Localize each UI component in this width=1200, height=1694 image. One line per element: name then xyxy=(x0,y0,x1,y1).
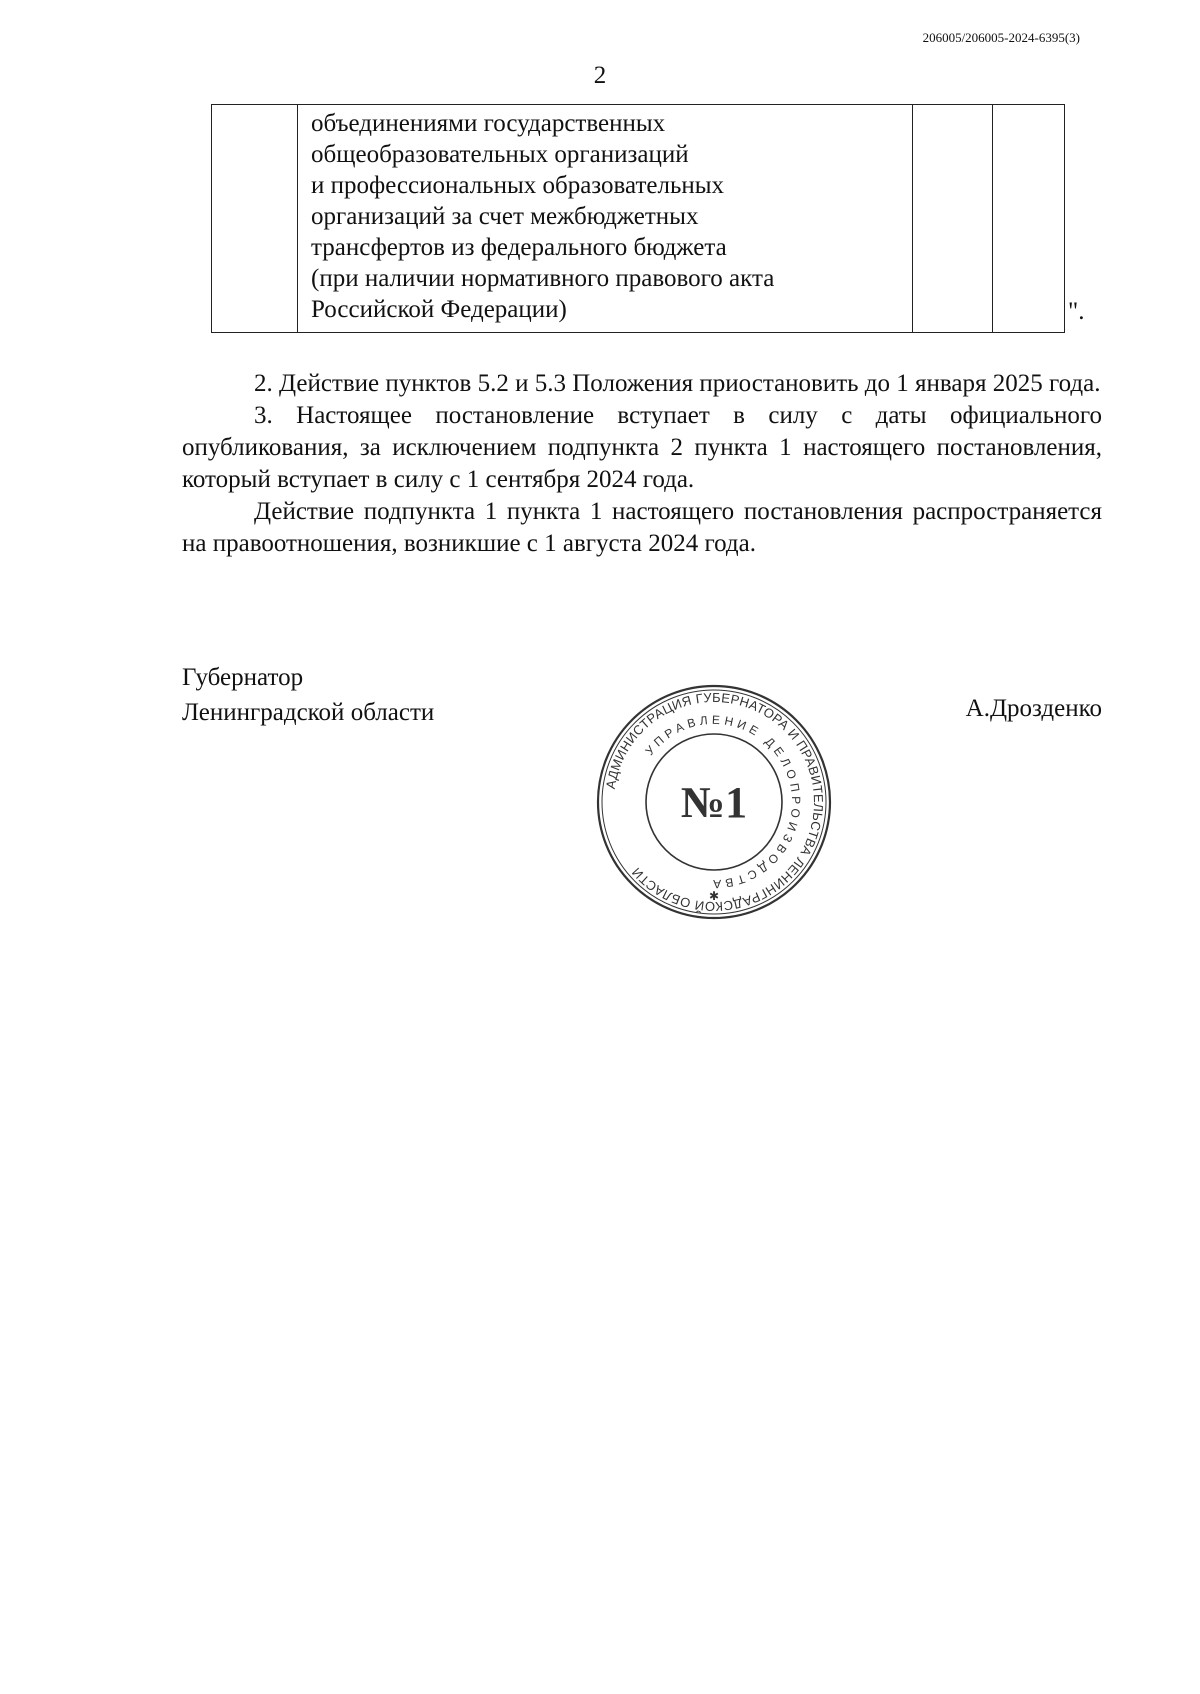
paragraph-effect: Действие подпункта 1 пункта 1 настоящего постановления распространяется на правоотношения, возникшие с 1 августа 2024 года. xyxy=(182,498,1102,557)
closing-quote: ". xyxy=(1068,298,1085,325)
paragraph-item-3: 3. Настоящее постановление вступает в силу с даты официального опубликования, за исключением подпункта 2 пункта 1 настоящего постановления, который вступает в силу с 1 сентября 2024 года. xyxy=(182,402,1102,493)
signatory-title-line: Губернатор xyxy=(182,664,304,691)
official-seal-stamp xyxy=(594,682,834,922)
page-number: 2 xyxy=(593,62,607,89)
seal-inner-text: УПРАВЛЕНИЕ ДЕЛОПРОИЗВОДСТВА xyxy=(642,712,804,892)
table-fragment xyxy=(211,104,1065,333)
table-column-divider xyxy=(992,105,993,332)
signatory-title xyxy=(182,660,434,730)
table-cell-line: и профессиональных образовательных xyxy=(311,172,725,199)
table-column-divider xyxy=(297,105,298,332)
table-cell-text xyxy=(311,108,901,325)
paragraph-item-2: 2. Действие пунктов 5.2 и 5.3 Положения приостановить до 1 января 2025 года. xyxy=(254,370,1101,397)
table-cell-line: трансфертов из федерального бюджета xyxy=(311,234,727,261)
signatory-title-line: Ленинградской области xyxy=(182,699,435,726)
table-cell-line: объединениями государственных xyxy=(311,110,666,137)
table-cell-line: Российской Федерации) xyxy=(311,296,567,323)
seal-number: №1 xyxy=(680,778,748,827)
table-cell-line: организаций за счет межбюджетных xyxy=(311,203,699,230)
document-id: 206005/206005-2024-6395(3) xyxy=(922,30,1080,45)
seal-star-icon: ✱ xyxy=(708,889,720,903)
table-cell-line: общеобразовательных организаций xyxy=(311,141,689,168)
signatory-name: А.Дрозденко xyxy=(965,695,1102,722)
seal-outer-text: АДМИНИСТРАЦИЯ ГУБЕРНАТОРА И ПРАВИТЕЛЬСТВА ЛЕНИНГРАДСКОЙ ОБЛАСТИ xyxy=(602,689,827,915)
table-cell-line: (при наличии нормативного правового акта xyxy=(311,265,775,292)
table-column-divider xyxy=(912,105,913,332)
body-text xyxy=(182,368,1102,560)
